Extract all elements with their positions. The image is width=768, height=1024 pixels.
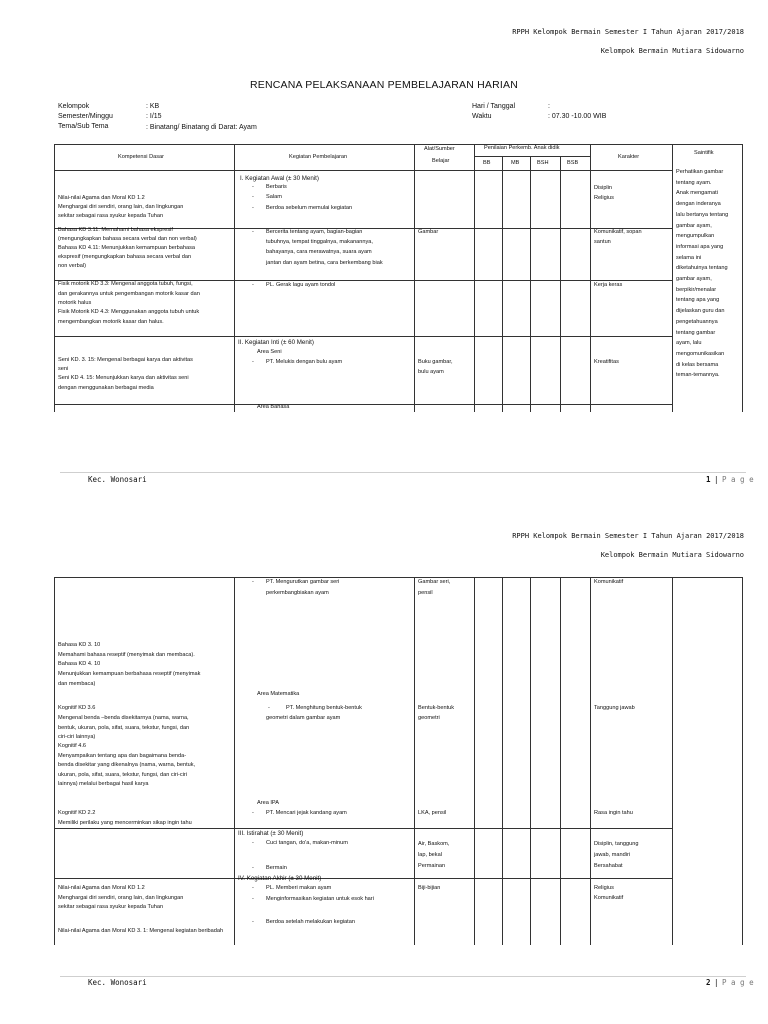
alat-geometri: geometri xyxy=(418,715,440,721)
kd-kognitif: ciri-ciri lainnya) xyxy=(58,734,96,740)
kd-nilai-agama-desc: Menghargai diri sendiri, orang lain, dan lingkungan xyxy=(58,204,184,210)
kd-bahasa: Bahasa KD 3. 10 xyxy=(58,642,101,648)
kd-kognitif: Menyampaikan tentang apa dan bagaimana benda- xyxy=(58,753,187,759)
kd-nilai-agama-desc: Menghargai diri sendiri, orang lain, dan lingkungan xyxy=(58,895,184,901)
kd-fisik: Fisik motorik KD 3.3: Mengenal anggota tubuh, fungsi, xyxy=(58,281,193,287)
kegiatan-cuci-tangan: Cuci tangan, do'a, makan-minum xyxy=(266,840,348,846)
karakter-kerja-keras: Kerja keras xyxy=(594,282,623,288)
alat-pensil: pensil xyxy=(418,590,433,596)
karakter-komunikatif: Komunikatif, sopan xyxy=(594,229,642,235)
kd-kognitif-22-desc: Memiliki perilaku yang mencerminkan sikap ingin tahu xyxy=(58,820,192,826)
footer-kecamatan: Kec. Wonosari xyxy=(88,475,147,484)
karakter-rasa-ingin-tahu: Rasa ingin tahu xyxy=(594,810,633,816)
karakter-komunikatif: Komunikatif xyxy=(594,579,624,585)
alat-gambar-seri: Gambar seri, xyxy=(418,579,451,585)
kegiatan-bercerita: jantan dan ayam betina, cara berkembang biak xyxy=(266,260,383,266)
kegiatan-inti-heading: II. Kegiatan Inti (± 60 Menit) xyxy=(238,339,314,346)
footer-rule xyxy=(60,472,746,473)
kegiatan-menghitung: geometri dalam gambar ayam xyxy=(266,715,341,721)
col-header-bb: BB xyxy=(483,160,491,166)
alat-bentuk-geometri: Bentuk-bentuk xyxy=(418,705,455,711)
kd-kognitif: bentuk, ukuran, pola, sifat, suara, tekstur, fungsi, dan xyxy=(58,725,190,731)
kd-nilai-agama: Nilai-nilai Agama dan Moral KD 1.2 xyxy=(58,195,145,201)
col-header-kegiatan: Kegiatan Pembelajaran xyxy=(289,154,348,160)
area-seni: Area Seni xyxy=(257,349,282,355)
alat-buku-gambar: Buku gambar, xyxy=(418,359,453,365)
alat-lap: lap, bekal xyxy=(418,852,442,858)
kd-bahasa: (mengungkapkan bahasa secara verbal dan non verbal) xyxy=(58,236,197,242)
alat-permainan: Permainan xyxy=(418,863,446,869)
running-header-school: Kelompok Bermain Mutiara Sidowarno xyxy=(600,47,744,55)
kd-seni: Seni KD 4. 15: Menunjukkan karya dan aktivitas seni xyxy=(58,375,189,381)
footer-page-number: 1 xyxy=(706,475,711,484)
area-ipa: Area IPA xyxy=(257,800,279,806)
col-header-mb: MB xyxy=(511,160,520,166)
kd-seni: seni xyxy=(58,366,69,372)
meta-waktu-value: : 07.30 -10.00 WIB xyxy=(548,113,607,120)
akhir-item: Berdoa setelah melakukan kegiatan xyxy=(266,919,355,925)
kd-bahasa: Bahasa KD 3.11: Memahami bahasa ekspresif xyxy=(58,227,173,233)
meta-tema-value: : Binatang/ Binatang di Darat: Ayam xyxy=(146,124,257,131)
karakter-religius: Religius xyxy=(594,885,614,891)
col-header-bsh: BSH xyxy=(537,160,549,166)
karakter-disiplin: Disiplin, tanggung xyxy=(594,841,639,847)
kd-seni: Seni KD. 3. 15: Mengenal berbagai karya dan aktivitas xyxy=(58,357,193,363)
kd-bahasa: Bahasa KD 4.11: Menunjukkan kemampuan berbahasa xyxy=(58,245,196,251)
meta-waktu-label: Waktu xyxy=(472,113,492,120)
kegiatan-jejak: PT. Mencari jejak kandang ayam xyxy=(266,810,347,816)
col-header-bsb: BSB xyxy=(567,160,579,166)
awal-item: Berbaris xyxy=(266,184,287,190)
running-header-title: RPPH Kelompok Bermain Semester I Tahun Ajaran 2017/2018 xyxy=(512,532,744,540)
istirahat-heading: III. Istirahat (± 30 Menit) xyxy=(238,830,304,837)
meta-tema-label: Tema/Sub Tema xyxy=(58,123,109,130)
kd-fisik: motorik halus xyxy=(58,300,92,306)
karakter-religius: Religius xyxy=(594,195,614,201)
area-matematika: Area Matematika xyxy=(257,691,300,697)
meta-semester-label: Semester/Minggu xyxy=(58,113,113,120)
kd-seni: dengan menggunakan berbagai media xyxy=(58,385,154,391)
area-bahasa: Area Bahasa xyxy=(257,404,290,410)
karakter-santun: santun xyxy=(594,239,611,245)
kd-fisik: dan gerakannya untuk pengembangan motorik kasar dan xyxy=(58,291,200,297)
kd-kognitif: Kognitif KD 3.6 xyxy=(58,705,96,711)
kd-kognitif: ukuran, pola, sifat, suara, tekstur, fungsi, dan ciri-ciri xyxy=(58,772,188,778)
alat-biji-bijian: Biji-bijian xyxy=(418,885,441,891)
kd-kognitif: Kognitif 4.6 xyxy=(58,743,86,749)
kd-nilai-agama-desc: sekitar sebagai rasa syukur kepada Tuhan xyxy=(58,213,164,219)
kd-fisik: mengembangkan motorik kasar dan halus. xyxy=(58,319,164,325)
kd-fisik: Fisik Motorik KD 4.3: Menggunakan anggota tubuh untuk xyxy=(58,309,200,315)
footer-separator: | xyxy=(714,978,719,987)
kegiatan-melukis: PT. Melukis dengan bulu ayam xyxy=(266,359,343,365)
kd-kognitif: Mengenal benda –benda disekitarnya (nama, warna, xyxy=(58,715,189,721)
col-header-karakter: Karakter xyxy=(618,154,640,160)
footer-page-word: P a g e xyxy=(722,978,754,987)
karakter-tanggung-jawab: Tanggung jawab xyxy=(594,705,635,711)
footer-rule xyxy=(60,976,746,977)
kegiatan-akhir-heading: IV. Kegiatan Akhir (± 30 Menit) xyxy=(238,875,322,882)
kd-kognitif-22: Kognitif KD 2.2 xyxy=(58,810,96,816)
awal-item: Salam xyxy=(266,194,282,200)
kegiatan-bercerita: tubuhnya, tempat tinggalnya, makanannya, xyxy=(266,239,373,245)
running-header-school: Kelompok Bermain Mutiara Sidowarno xyxy=(600,551,744,559)
kegiatan-mengurutkan: PT. Mengurutkan gambar seri xyxy=(266,579,340,585)
alat-lka: LKA, pensil xyxy=(418,810,447,816)
meta-hari-label: Hari / Tanggal xyxy=(472,103,516,110)
kd-kognitif: benda disekitar yang dikenalnya (nama, warna, bentuk, xyxy=(58,762,196,768)
kd-nilai-agama-desc: sekitar sebagai rasa syukur kepada Tuhan xyxy=(58,904,164,910)
col-header-penilaian: Penilaian Perkemb. Anak didik xyxy=(484,145,560,151)
karakter-komunikatif: Komunikatif xyxy=(594,895,624,901)
alat-bulu-ayam: bulu ayam xyxy=(418,369,444,375)
kd-bahasa: dan membaca) xyxy=(58,681,96,687)
meta-semester-value: : I/15 xyxy=(146,113,162,120)
kd-bahasa: non verbal) xyxy=(58,263,86,269)
kd-nilai-agama-31: Nilai-nilai Agama dan Moral KD 3. 1: Mengenal kegiatan beribadah xyxy=(58,928,224,934)
kd-bahasa: Bahasa KD 4. 10 xyxy=(58,661,101,667)
col-header-alat-2: Belajar xyxy=(432,158,450,164)
meta-hari-value: : xyxy=(548,103,550,110)
running-header-title: RPPH Kelompok Bermain Semester I Tahun Ajaran 2017/2018 xyxy=(512,28,744,36)
meta-kelompok-label: Kelompok xyxy=(58,103,90,110)
kd-kognitif: lainnya) melalui berbagai hasil karya xyxy=(58,781,149,787)
kegiatan-bercerita: bahayanya, cara merawatnya, suara ayam xyxy=(266,249,372,255)
karakter-disiplin: Disiplin xyxy=(594,185,613,191)
footer-page-number: 2 xyxy=(706,978,711,987)
kegiatan-bermain: Bermain xyxy=(266,865,287,871)
footer-kecamatan: Kec. Wonosari xyxy=(88,978,147,987)
footer-page-word: P a g e xyxy=(722,475,754,484)
akhir-item: Menginformasikan kegiatan untuk esok hari xyxy=(266,896,374,902)
page-title: RENCANA PELAKSANAAN PEMBELAJARAN HARIAN xyxy=(249,79,519,91)
kd-nilai-agama: Nilai-nilai Agama dan Moral KD 1.2 xyxy=(58,885,145,891)
kegiatan-mengurutkan: perkembangbiakan ayam xyxy=(266,590,329,596)
kd-bahasa: Menunjukkan kemampuan berbahasa reseptif (menyimak xyxy=(58,671,201,677)
karakter-bersahabat: Bersahabat xyxy=(594,863,623,869)
alat-air: Air, Baskom, xyxy=(418,841,450,847)
kegiatan-bercerita: Bercerita tentang ayam, bagian-bagian xyxy=(266,229,363,235)
karakter-jawab: jawab, mandiri xyxy=(594,852,631,858)
akhir-item: PL. Memberi makan ayam xyxy=(266,885,332,891)
footer-separator: | xyxy=(714,475,719,484)
meta-kelompok-value: : KB xyxy=(146,103,160,110)
kd-bahasa: ekspresif (mengungkapkan bahasa secara verbal dan xyxy=(58,254,192,260)
col-header-saintifik: Saintifik xyxy=(694,150,714,156)
col-header-kompetensi: Kompetensi Dasar xyxy=(118,154,165,160)
kd-bahasa: Memahami bahasa reseptif (menyimak dan membaca). xyxy=(58,652,195,658)
kegiatan-menghitung: PT. Menghitung bentuk-bentuk xyxy=(286,705,362,711)
kegiatan-awal-heading: I. Kegiatan Awal (± 30 Menit) xyxy=(240,175,319,182)
kegiatan-gerak-lagu: PL. Gerak lagu ayam tondol xyxy=(266,282,336,288)
awal-item: Berdoa sebelum memulai kegiatan xyxy=(266,205,353,211)
karakter-kreatifitas: Kreatifitas xyxy=(594,359,619,365)
col-header-alat-1: Alat/Sumber xyxy=(424,146,455,152)
alat-gambar: Gambar xyxy=(418,229,439,235)
